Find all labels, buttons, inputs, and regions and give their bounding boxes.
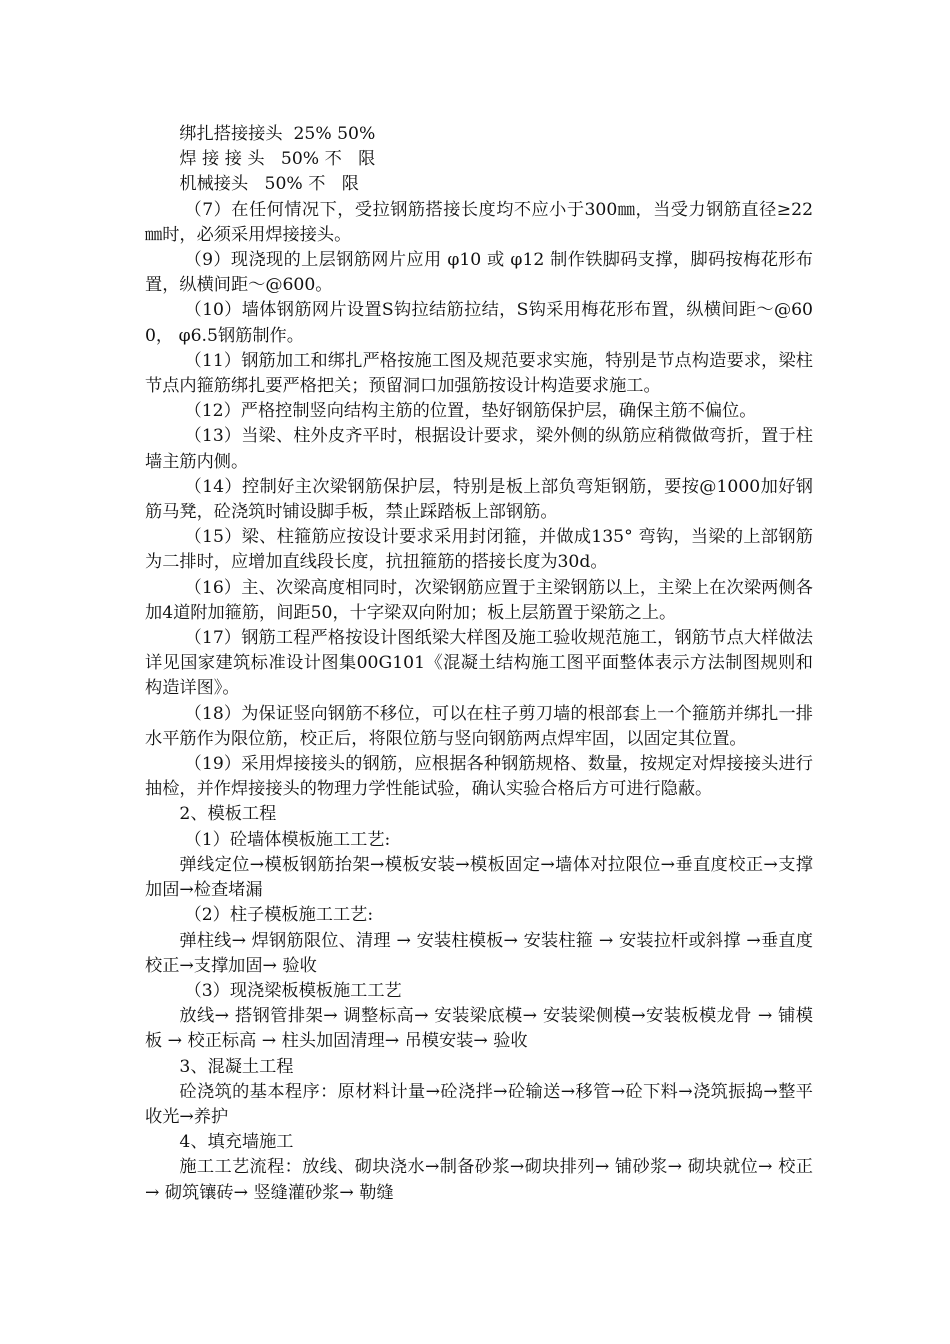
lap-joint-welding-row: 焊 接 接 头 50% 不 限 (179, 149, 376, 170)
formwork-wall-process: 弹线定位→模板钢筋抬架→模板安装→模板固定→墙体对拉限位→垂直度校正→支撑加固→检查堵漏 (145, 854, 813, 901)
formwork-column-process: 弹柱线→ 焊钢筋限位、清理 → 安装柱模板→ 安装柱箍 → 安装拉杆或斜撑 →垂直度校正→支撑加固→ 验收 (145, 930, 813, 976)
concrete-process: 砼浇筑的基本程序：原材料计量→砼浇拌→砼输送→移管→砼下料→浇筑振捣→整平收光→养护 (145, 1081, 813, 1127)
rebar-item-18: （18）为保证竖向钢筋不移位，可以在柱子剪刀墙的根部套上一个箍筋并绑扎一排水平筋作为限位筋，校正后，将限位筋与竖向钢筋两点焊牢固，以固定其位置。 (145, 703, 813, 749)
rebar-item-15: （15）梁、柱箍筋应按设计要求采用封闭箍，并做成135° 弯钩，当梁的上部钢筋为二排时，应增加直线段长度，抗扭箍筋的搭接长度为30d。 (145, 527, 813, 573)
lap-joint-mechanical-row: 机械接头 50% 不 限 (179, 174, 359, 195)
lap-joint-binding-row: 绑扎搭接接头 25% 50% (179, 124, 376, 144)
rebar-item-16: （16）主、次梁高度相同时，次梁钢筋应置于主梁钢筋以上，主梁上在次梁两侧各加4道附加箍筋，间距50，十字梁双向附加；板上层筋置于梁筋之上。 (145, 577, 813, 623)
rebar-item-14: （14）控制好主次梁钢筋保护层，特别是板上部负弯矩钢筋，要按@1000加好钢筋马凳，砼浇筑时铺设脚手板，禁止踩踏板上部钢筋。 (145, 476, 813, 523)
formwork-beam-slab-process: 放线→ 搭钢管排架→ 调整标高→ 安装梁底模→ 安装梁侧模→安装板模龙骨 → 铺模板 → 校正标高 → 柱头加固清理→ 吊模安装→ 验收 (145, 1006, 813, 1052)
rebar-item-19: （19）采用焊接接头的钢筋，应根据各种钢筋规格、数量，按规定对焊接接头进行抽检，并作焊接接头的物理力学性能试验，确认实验合格后方可进行隐蔽。 (145, 754, 813, 800)
rebar-item-7: （7）在任何情况下，受拉钢筋搭接长度均不应小于300㎜，当受力钢筋直径≥22㎜时，必须采用焊接接头。 (145, 199, 813, 245)
rebar-item-11: （11）钢筋加工和绑扎严格按施工图及规范要求实施，特别是节点构造要求，梁柱节点内箍筋绑扎要严格把关；预留洞口加强筋按设计构造要求施工。 (145, 350, 813, 397)
document-page (145, 122, 813, 1206)
rebar-item-9: （9）现浇现的上层钢筋网片应用 φ10 或 φ12 制作铁脚码支撑，脚码按梅花形布置，纵横间距～@600。 (145, 250, 813, 296)
formwork-wall-heading: （1）砼墙体模板施工工艺: (184, 829, 391, 850)
rebar-item-12: （12）严格控制竖向结构主筋的位置，垫好钢筋保护层，确保主筋不偏位。 (184, 401, 757, 422)
formwork-column-heading: （2）柱子模板施工工艺: (184, 905, 374, 926)
rebar-item-17: （17）钢筋工程严格按设计图纸梁大样图及施工验收规范施工，钢筋节点大样做法详见国家建筑标准设计图集00G101《混凝土结构施工图平面整体表示方法制图规则和构造详图》。 (145, 628, 813, 699)
section-heading-concrete: 3、混凝土工程 (179, 1056, 294, 1077)
section-heading-formwork: 2、模板工程 (179, 804, 277, 825)
rebar-item-10: （10）墙体钢筋网片设置S钩拉结筋拉结，S钩采用梅花形布置，纵横间距～@600， φ6.5钢筋制作。 (145, 300, 813, 346)
infill-wall-process: 施工工艺流程：放线、砌块浇水→制备砂浆→砌块排列→ 铺砂浆→ 砌块就位→ 校正→ 砌筑镶砖→ 竖缝灌砂浆→ 勒缝 (145, 1157, 813, 1203)
rebar-item-13: （13）当梁、柱外皮齐平时，根据设计要求，梁外侧的纵筋应稍微做弯折，置于柱墙主筋内侧。 (145, 426, 813, 472)
section-heading-infill-wall: 4、填充墙施工 (179, 1132, 294, 1153)
formwork-beam-slab-heading: （3）现浇梁板模板施工工艺 (184, 980, 402, 1001)
